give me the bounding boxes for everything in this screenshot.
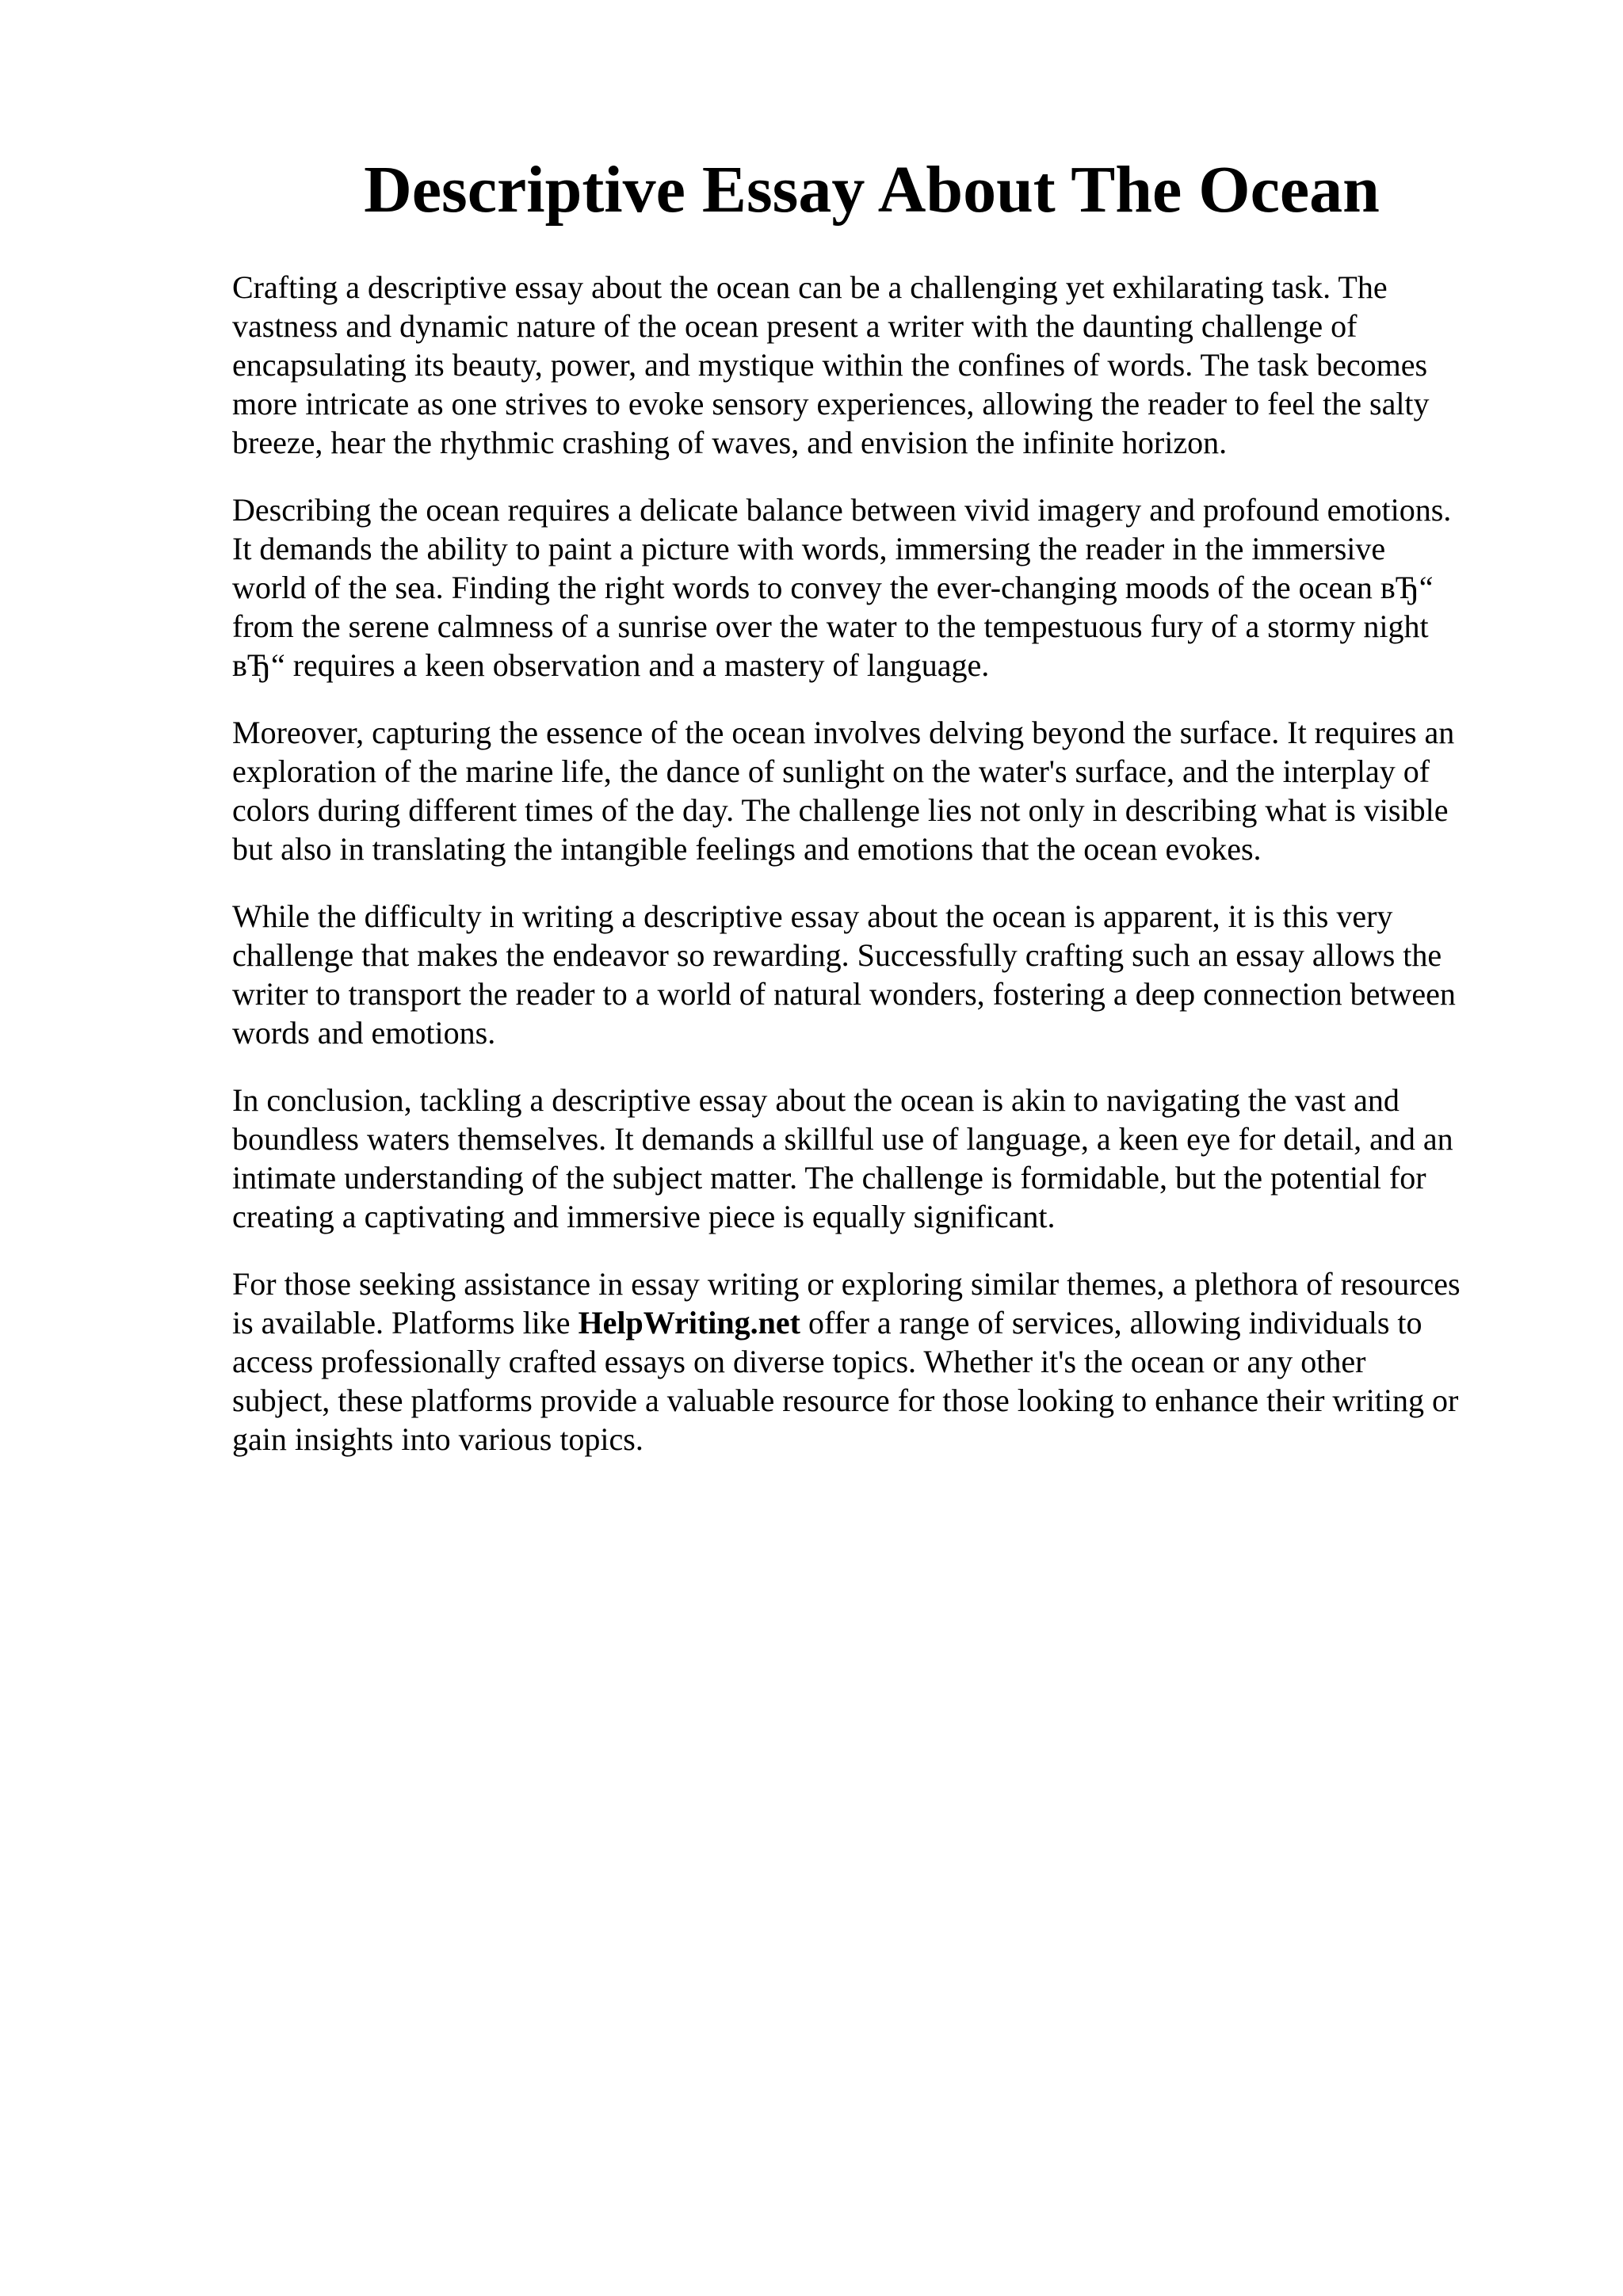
paragraph-line [232,1303,1516,1342]
paragraph-6 [232,1264,1516,1459]
helpwriting-link-text: HelpWriting.net [578,1305,800,1341]
paragraph-line: creating a captivating and immersive piece is equally significant. [232,1199,1056,1234]
text-segment: offer a range of services, allowing individuals to [800,1305,1423,1341]
paragraph-line: Moreover, capturing the essence of the ocean involves delving beyond the surface. It requires an [232,715,1455,750]
paragraph-2 [232,490,1516,685]
paragraph-4 [232,897,1516,1052]
paragraph-line: access professionally crafted essays on diverse topics. Whether it's the ocean or any other [232,1344,1366,1379]
paragraph-line: words and emotions. [232,1015,496,1051]
paragraph-line: subject, these platforms provide a valuable resource for those looking to enhance their writing or [232,1383,1459,1418]
paragraph-line: breeze, hear the rhythmic crashing of waves, and envision the infinite horizon. [232,425,1228,460]
paragraph-line: colors during different times of the day. The challenge lies not only in describing what is visible [232,792,1449,828]
paragraph-1 [232,268,1516,462]
paragraph-line: Crafting a descriptive essay about the ocean can be a challenging yet exhilarating task. The [232,269,1388,305]
paragraph-line: writer to transport the reader to a world of natural wonders, fostering a deep connection between [232,976,1456,1012]
paragraph-line: encapsulating its beauty, power, and mystique within the confines of words. The task becomes [232,347,1428,383]
document-body [232,268,1516,1487]
paragraph-line: vastness and dynamic nature of the ocean present a writer with the daunting challenge of [232,308,1358,344]
paragraph-line: intimate understanding of the subject matter. The challenge is formidable, but the potential for [232,1160,1426,1196]
text-segment: is available. Platforms like [232,1305,579,1341]
paragraph-line: While the difficulty in writing a descriptive essay about the ocean is apparent, it is this very [232,898,1393,934]
paragraph-line: In conclusion, tackling a descriptive essay about the ocean is akin to navigating the vast and [232,1082,1400,1118]
paragraph-line: challenge that makes the endeavor so rewarding. Successfully crafting such an essay allows the [232,937,1442,973]
paragraph-line: but also in translating the intangible feelings and emotions that the ocean evokes. [232,831,1262,867]
paragraph-line: вЂ“ requires a keen observation and a mastery of language. [232,647,990,683]
paragraph-line: more intricate as one strives to evoke sensory experiences, allowing the reader to feel the salty [232,386,1430,421]
paragraph-line: world of the sea. Finding the right words to convey the ever-changing moods of the ocean вЂ“ [232,570,1434,605]
paragraph-line: gain insights into various topics. [232,1421,643,1457]
paragraph-3 [232,713,1516,868]
paragraph-line: Describing the ocean requires a delicate balance between vivid imagery and profound emotions. [232,492,1452,528]
paragraph-line: exploration of the marine life, the dance of sunlight on the water's surface, and the interplay of [232,753,1430,789]
paragraph-line: It demands the ability to paint a picture with words, immersing the reader in the immersive [232,531,1386,566]
document-title: Descriptive Essay About The Ocean [364,153,1380,227]
paragraph-line: For those seeking assistance in essay writing or exploring similar themes, a plethora of resources [232,1266,1461,1302]
paragraph-5 [232,1081,1516,1236]
paragraph-line: from the serene calmness of a sunrise over the water to the tempestuous fury of a stormy night [232,608,1429,644]
paragraph-line: boundless waters themselves. It demands a skillful use of language, a keen eye for detail, and an [232,1121,1453,1157]
